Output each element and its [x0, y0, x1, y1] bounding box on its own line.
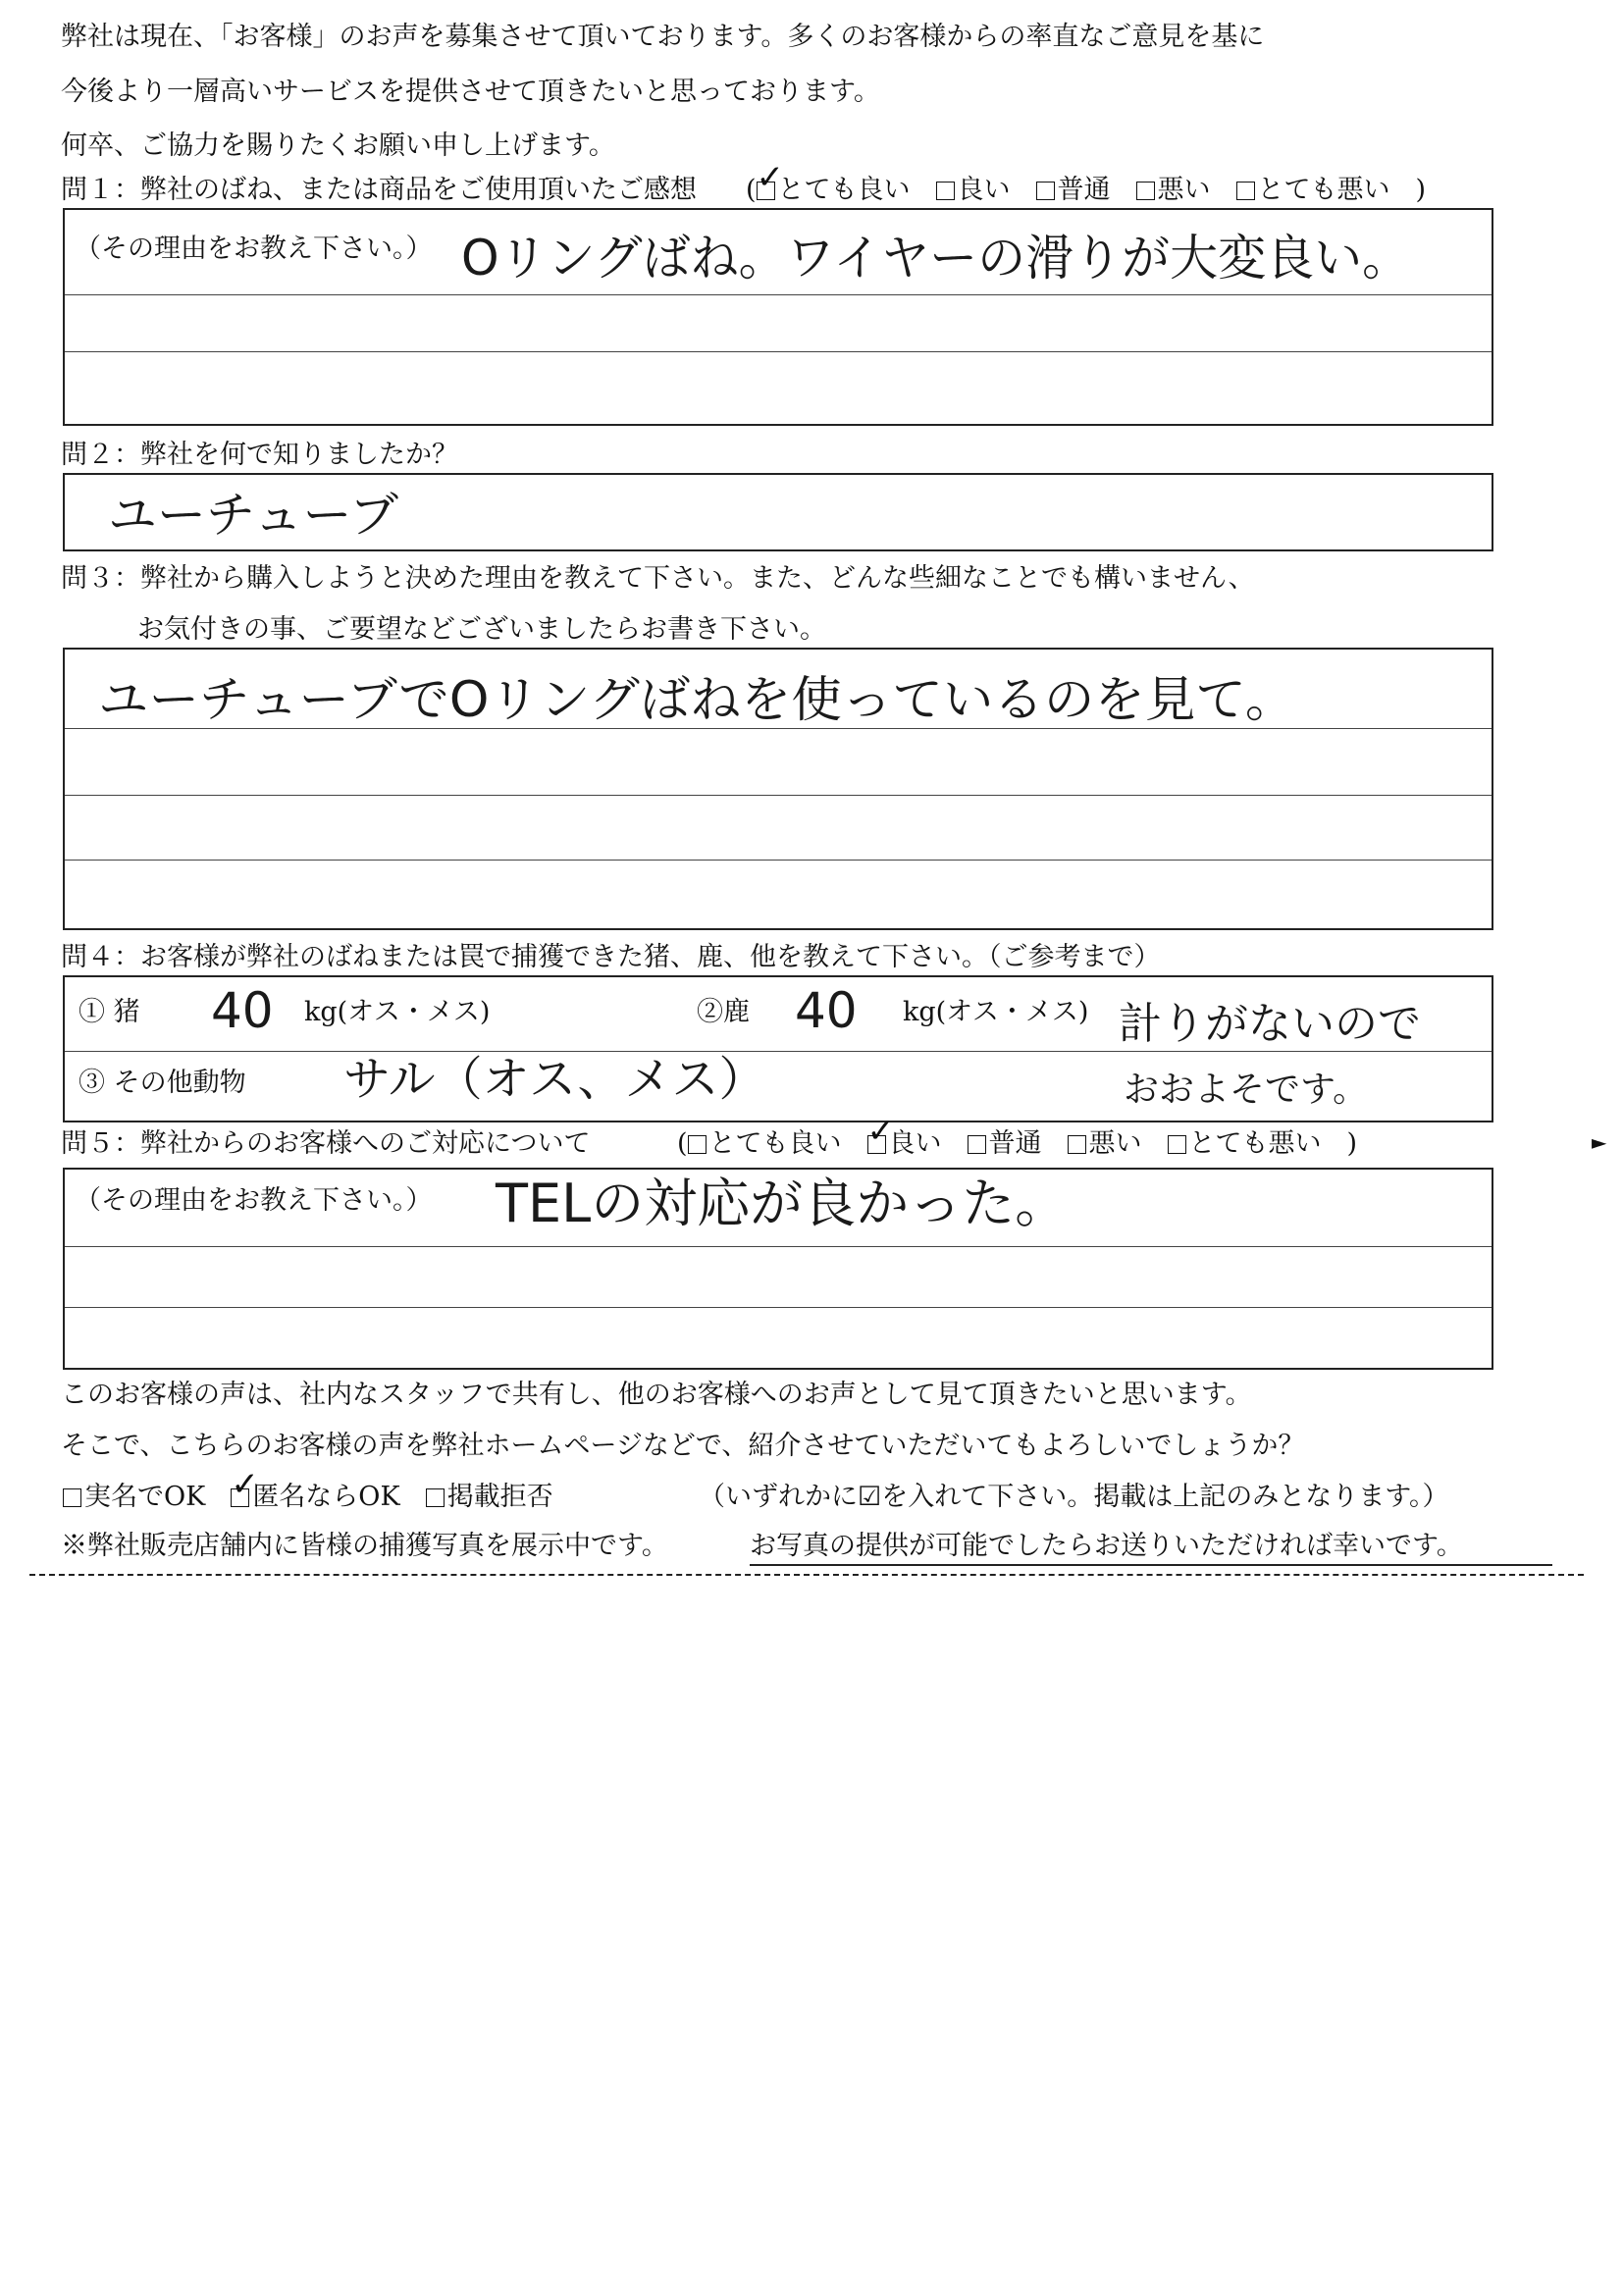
q5-option-3[interactable] [1068, 1128, 1142, 1159]
q5-option-label: 普通 [988, 1128, 1042, 1159]
q1-option-label: 悪い [1157, 175, 1211, 205]
q1-option-label: とても悪い [1257, 175, 1390, 205]
intro-line-3: 何卒、ご協力を賜りたくお願い申し上げます。 [61, 130, 615, 161]
side-mark: ► [1592, 1130, 1607, 1154]
footer-underline [750, 1564, 1552, 1566]
consent-checkbox-2[interactable] [426, 1488, 445, 1507]
q4-boar-value[interactable]: 40 [211, 982, 274, 1039]
q5-checkbox-4[interactable] [1168, 1135, 1186, 1154]
q5-option-0[interactable] [688, 1128, 842, 1159]
q1-option-0[interactable] [757, 175, 911, 205]
q4-other-value[interactable]: サル（オス、メス） [343, 1052, 766, 1107]
q5-option-1[interactable] [867, 1128, 942, 1159]
q1-option-label: とても良い [777, 175, 911, 205]
q3-label-2: お気付きの事、ご要望などございましたらお書き下さい。 [137, 614, 826, 645]
q1-option-1[interactable] [936, 175, 1011, 205]
q5-checkbox-1[interactable] [867, 1135, 886, 1154]
q5-options: ( とても良い✓ 良い 普通 悪い とても悪い ) [677, 1130, 1357, 1157]
intro-line-1: 弊社は現在、「お客様」のお声を募集させて頂いております。多くのお客様からの率直なご意見を基に [61, 22, 1265, 52]
consent-option-0[interactable] [63, 1482, 205, 1512]
q1-reason-label: （その理由をお教え下さい。） [75, 234, 433, 264]
q1-option-label: 普通 [1057, 175, 1111, 205]
q1-answer[interactable]: Oリングばね。ワイヤーの滑りが大変良い。 [461, 230, 1411, 287]
q2-label: 問２：弊社を何で知りましたか？ [61, 440, 458, 470]
consent-option-label: 実名でOK [84, 1482, 206, 1512]
intro-line-2: 今後より一層高いサービスを提供させて頂きたいと思っております。 [61, 77, 880, 107]
q1-checkbox-3[interactable] [1136, 182, 1155, 200]
q1-option-3[interactable] [1136, 175, 1211, 205]
cut-line [29, 1574, 1584, 1576]
q1-checkbox-4[interactable] [1236, 182, 1255, 200]
consent-checkbox-1[interactable] [231, 1488, 249, 1507]
consent-line-1: このお客様の声は、社内なスタッフで共有し、他のお客様へのお声として見て頂きたいと思います。 [61, 1380, 1252, 1410]
q5-option-2[interactable] [968, 1128, 1042, 1159]
q4-deer-label: ②鹿 [697, 997, 750, 1027]
consent-option-label: 匿名ならOK [252, 1482, 400, 1512]
q4-boar-label: ① 猪 [79, 997, 140, 1027]
q5-option-label: とても良い [708, 1128, 842, 1159]
q5-option-label: 悪い [1088, 1128, 1142, 1159]
q1-checkbox-0[interactable] [757, 182, 775, 200]
consent-option-1[interactable] [231, 1482, 399, 1512]
consent-instruction: （いずれかに☑を入れて下さい。掲載は上記のみとなります。） [699, 1482, 1449, 1512]
footer-note-a: ※弊社販売店舗内に皆様の捕獲写真を展示中です。 [61, 1531, 668, 1561]
q4-note-1[interactable]: 計りがないので [1119, 999, 1421, 1049]
q5-label: 問５：弊社からのお客様へのご対応について [61, 1128, 591, 1159]
footer-note-b: お写真の提供が可能でしたらお送りいただければ幸いです。 [750, 1531, 1463, 1561]
q4-other-label: ③ その他動物 [79, 1068, 246, 1098]
consent-line-2: そこで、こちらのお客様の声を弊社ホームページなどで、紹介させていただいてもよろしいでしょうか？ [61, 1431, 1305, 1461]
consent-options [63, 1484, 579, 1510]
q5-reason-label: （その理由をお教え下さい。） [75, 1185, 433, 1216]
q1-option-label: 良い [957, 175, 1011, 205]
q4-deer-unit: kg(オス・メス) [903, 997, 1089, 1027]
q1-options: (✓ とても良い 良い 普通 悪い とても悪い ) [746, 177, 1426, 203]
q5-option-label: とても悪い [1188, 1128, 1322, 1159]
q4-label: 問４：お客様が弊社のばねまたは罠で捕獲できた猪、鹿、他を教えて下さい。（ご参考まで） [61, 942, 1161, 972]
q3-answer[interactable]: ユーチューブでOリングばねを使っているのを見て。 [98, 671, 1296, 728]
q5-option-4[interactable] [1168, 1128, 1322, 1159]
q2-answer[interactable]: ユーチューブ [108, 487, 398, 544]
q5-checkbox-3[interactable] [1068, 1135, 1086, 1154]
q3-label-1: 問３：弊社から購入しようと決めた理由を教えて下さい。また、どんな些細なことでも構いません、 [61, 563, 1255, 594]
q1-checkbox-1[interactable] [936, 182, 955, 200]
consent-option-label: 掲載拒否 [446, 1482, 553, 1512]
q5-checkbox-0[interactable] [688, 1135, 707, 1154]
q1-option-2[interactable] [1036, 175, 1111, 205]
q5-checkbox-2[interactable] [968, 1135, 986, 1154]
q1-label: 問１：弊社のばね、または商品をご使用頂いたご感想 [61, 175, 697, 205]
q5-option-label: 良い [888, 1128, 942, 1159]
q4-note-2[interactable]: おおよそです。 [1124, 1070, 1369, 1110]
q4-deer-value[interactable]: 40 [795, 982, 858, 1039]
q1-option-4[interactable] [1236, 175, 1390, 205]
consent-option-2[interactable] [426, 1482, 553, 1512]
q4-boar-unit: kg(オス・メス) [304, 997, 491, 1027]
q1-checkbox-2[interactable] [1036, 182, 1055, 200]
q5-answer[interactable]: TELの対応が良かった。 [496, 1173, 1069, 1234]
consent-checkbox-0[interactable] [63, 1488, 81, 1507]
